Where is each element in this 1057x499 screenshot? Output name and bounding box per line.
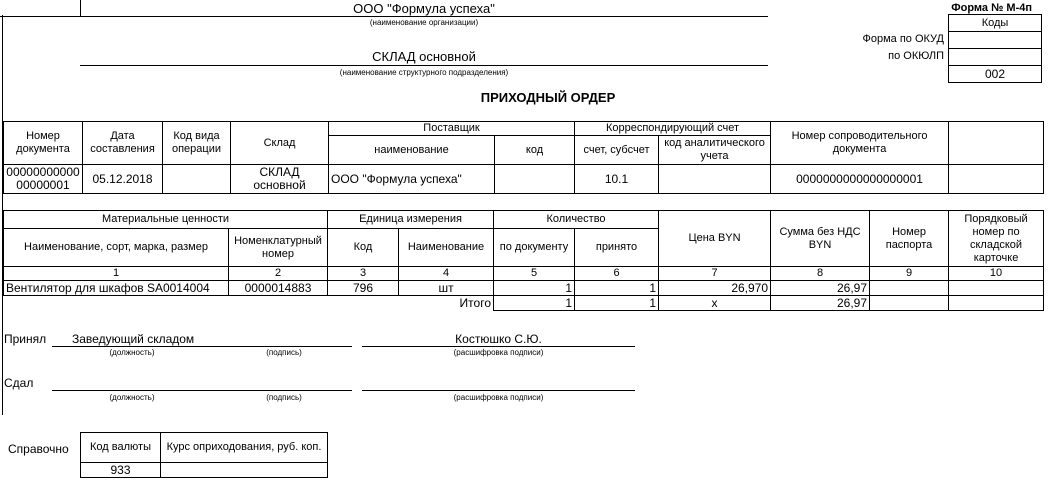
- total-label: Итого: [459, 295, 491, 310]
- page-title: ПРИХОДНЫЙ ОРДЕР: [480, 90, 616, 105]
- cap-decode: (расшифровка подписи): [453, 348, 544, 357]
- h-material: Материальные ценности: [4, 211, 328, 229]
- org-name: ООО "Формула успеха": [353, 1, 495, 16]
- col-number: 8: [771, 267, 870, 281]
- h-accepted: принято: [575, 229, 659, 267]
- corner-box: [0, 0, 81, 17]
- col-number: 3: [328, 267, 399, 281]
- accepted-position: Заведующий складом: [72, 332, 195, 346]
- account: 10.1: [575, 165, 659, 194]
- items-table: [3, 210, 1044, 311]
- h-passport: Номер паспорта: [870, 211, 949, 267]
- h-card: Порядковый номер по складской карточке: [949, 211, 1044, 267]
- accepted-name: Костюшко С.Ю.: [455, 332, 542, 346]
- item-price: 26,970: [659, 281, 771, 296]
- form-number: Форма № М-4п: [951, 2, 1032, 14]
- h-accomp-doc: Номер сопроводительного документа: [771, 122, 949, 165]
- analytic-code: [659, 165, 771, 194]
- h-rate: Курс оприходования, руб. коп.: [161, 433, 328, 463]
- col-number: 7: [659, 267, 771, 281]
- unit-name-underline: [80, 65, 768, 66]
- total-accepted: 1: [575, 296, 659, 311]
- accepted-position-line: [52, 346, 352, 347]
- total-blank: [328, 296, 399, 311]
- extra-code: 002: [949, 66, 1042, 83]
- reference-label: Справочно: [8, 442, 69, 456]
- item-unit-name: шт: [399, 281, 494, 296]
- col-number: 4: [399, 267, 494, 281]
- h-supplier-name: наименование: [329, 136, 495, 165]
- op-code: [163, 165, 231, 194]
- total-passport: [870, 296, 949, 311]
- codes-table: [948, 14, 1042, 83]
- delivered-name-line: [362, 390, 635, 391]
- h-account: счет, субсчет: [575, 136, 659, 165]
- okud-label: Форма по ОКУД: [862, 33, 944, 45]
- total-row: [4, 296, 1044, 311]
- h-unit-code: Код: [328, 229, 399, 267]
- delivered-label: Сдал: [4, 376, 34, 390]
- h-doc-number: Номер документа: [4, 122, 83, 165]
- total-sum: 26,97: [771, 296, 870, 311]
- delivered-position-line: [52, 390, 352, 391]
- col-number: 5: [494, 267, 575, 281]
- accepted-name-line: [362, 346, 635, 347]
- org-name-underline: [80, 16, 768, 17]
- h-supplier: Поставщик: [329, 122, 575, 136]
- h-analytic-code: код аналитического учета: [659, 136, 771, 165]
- supplier-name: ООО "Формула успеха": [329, 165, 495, 194]
- doc-date: 05.12.2018: [83, 165, 163, 194]
- currency-rate: [161, 463, 328, 478]
- col-number: 10: [949, 267, 1044, 281]
- h-by-doc: по документу: [494, 229, 575, 267]
- total-blank: [4, 296, 229, 311]
- okulp-label: по ОКЮЛП: [888, 50, 944, 62]
- item-by-doc: 1: [494, 281, 575, 296]
- total-by-doc: 1: [494, 296, 575, 311]
- col-number: 6: [575, 267, 659, 281]
- accomp-doc: 0000000000000000001: [771, 165, 949, 194]
- item-passport: [870, 281, 949, 296]
- h-quantity: Количество: [494, 211, 659, 229]
- okud-value: [949, 32, 1042, 49]
- item-accepted: 1: [575, 281, 659, 296]
- cap-position: (должность): [109, 393, 155, 402]
- h-warehouse: Склад: [231, 122, 329, 165]
- cap-signature: (подпись): [266, 348, 302, 357]
- col-number: 1: [4, 267, 229, 281]
- item-nomenclature: 0000014883: [229, 281, 328, 296]
- h-price: Цена BYN: [659, 211, 771, 267]
- h-nomenclature: Номенклатурный номер: [229, 229, 328, 267]
- table-row: [4, 281, 1044, 296]
- h-unit: Единица измерения: [328, 211, 494, 229]
- cap-decode: (расшифровка подписи): [453, 393, 544, 402]
- reference-table: [80, 432, 328, 478]
- col-number: 9: [870, 267, 949, 281]
- warehouse: СКЛАД основной: [231, 165, 329, 194]
- h-date: Дата составления: [83, 122, 163, 165]
- document-table: [3, 121, 1044, 194]
- h-op-code: Код вида операции: [163, 122, 231, 165]
- h-unit-name: Наименование: [399, 229, 494, 267]
- supplier-code: [495, 165, 575, 194]
- org-caption: (наименование организации): [369, 18, 479, 27]
- h-supplier-code: код: [495, 136, 575, 165]
- item-card: [949, 281, 1044, 296]
- col-number: 2: [229, 267, 328, 281]
- item-sum: 26,97: [771, 281, 870, 296]
- codes-label: Коды: [949, 15, 1042, 32]
- doc-number: 0000000000000000001: [4, 165, 83, 194]
- total-card: [949, 296, 1044, 311]
- h-empty: [949, 122, 1044, 165]
- h-corr-account: Корреспондирующий счет: [575, 122, 771, 136]
- h-sum: Сумма без НДС BYN: [771, 211, 870, 267]
- cap-signature: (подпись): [266, 393, 302, 402]
- total-price: х: [659, 296, 771, 311]
- doc-empty: [949, 165, 1044, 194]
- h-currency: Код валюты: [81, 433, 161, 463]
- accepted-label: Принял: [4, 332, 47, 346]
- total-blank: [229, 296, 328, 311]
- unit-caption: (наименование структурного подразделения): [339, 68, 509, 77]
- currency-code: 933: [81, 463, 161, 478]
- unit-name: СКЛАД основной: [372, 49, 476, 64]
- okulp-value: [949, 49, 1042, 66]
- cap-position: (должность): [109, 348, 155, 357]
- item-name: Вентилятор для шкафов SA0014004: [4, 281, 229, 296]
- h-item-name: Наименование, сорт, марка, размер: [4, 229, 229, 267]
- item-unit-code: 796: [328, 281, 399, 296]
